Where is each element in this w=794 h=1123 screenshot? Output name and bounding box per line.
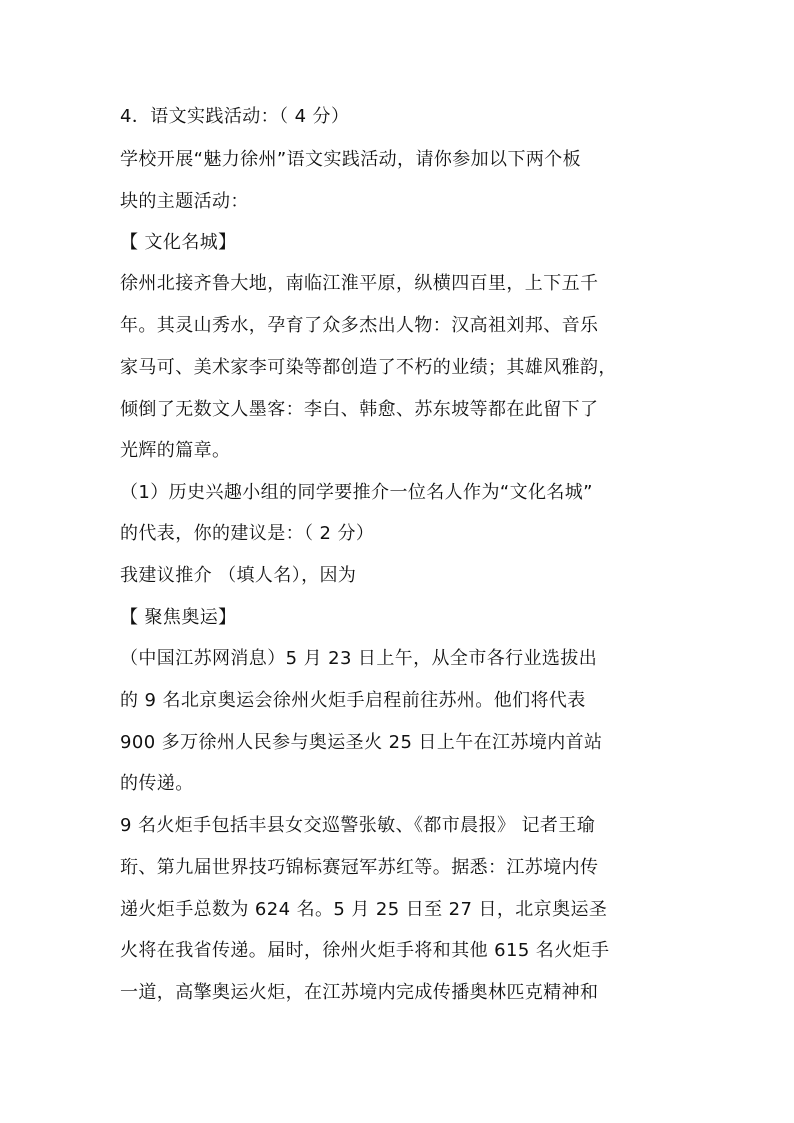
culture-paragraph-line-1: 徐州北接齐鲁大地，南临江淮平原，纵横四百里，上下五千 bbox=[120, 273, 599, 294]
culture-paragraph-line-4: 倾倒了无数文人墨客：李白、韩愈、苏东坡等都在此留下了 bbox=[120, 399, 599, 420]
intro-line-2: 块的主题活动： bbox=[120, 191, 249, 212]
news-paragraph-2-line-3: 递火炬手总数为 624 名。5 月 25 日至 27 日，北京奥运圣 bbox=[120, 899, 608, 920]
culture-paragraph-line-2: 年。其灵山秀水，孕育了众多杰出人物：汉高祖刘邦、音乐 bbox=[120, 315, 599, 336]
news-paragraph-1-line-3: 900 多万徐州人民参与奥运圣火 25 日上午在江苏境内首站 bbox=[120, 732, 603, 753]
sub-question-1-line-2: 的代表，你的建议是：（ 2 分） bbox=[120, 523, 375, 544]
culture-paragraph-line-3: 家马可、美术家李可染等都创造了不朽的业绩；其雄风雅韵， bbox=[120, 357, 617, 378]
intro-line-1: 学校开展“魅力徐州”语文实践活动，请你参加以下两个板 bbox=[120, 149, 582, 170]
news-paragraph-2-line-5: 一道，高擎奥运火炬，在江苏境内完成传播奥林匹克精神和 bbox=[120, 982, 599, 1003]
news-paragraph-1-line-4: 的传递。 bbox=[120, 773, 194, 794]
question-heading: 4．语文实践活动：（ 4 分） bbox=[120, 106, 350, 127]
culture-paragraph-line-5: 光辉的篇章。 bbox=[120, 440, 231, 461]
answer-prompt-line: 我建议推介 （填人名），因为 bbox=[120, 565, 357, 586]
news-paragraph-2-line-1: 9 名火炬手包括丰县女交巡警张敏、《都市晨报》 记者王瑜 bbox=[120, 815, 596, 836]
news-paragraph-1-line-2: 的 9 名北京奥运会徐州火炬手启程前往苏州。他们将代表 bbox=[120, 690, 586, 711]
section-heading-culture: 【 文化名城】 bbox=[120, 232, 237, 253]
section-heading-olympics: 【 聚焦奥运】 bbox=[120, 607, 237, 628]
news-paragraph-1-line-1: （中国江苏网消息）5 月 23 日上午，从全市各行业选拔出 bbox=[120, 648, 598, 669]
news-paragraph-2-line-2: 珩、第九届世界技巧锦标赛冠军苏红等。据悉：江苏境内传 bbox=[120, 857, 599, 878]
sub-question-1-line-1: （1）历史兴趣小组的同学要推介一位名人作为“文化名城” bbox=[120, 482, 593, 503]
news-paragraph-2-line-4: 火将在我省传递。届时，徐州火炬手将和其他 615 名火炬手 bbox=[120, 940, 610, 961]
